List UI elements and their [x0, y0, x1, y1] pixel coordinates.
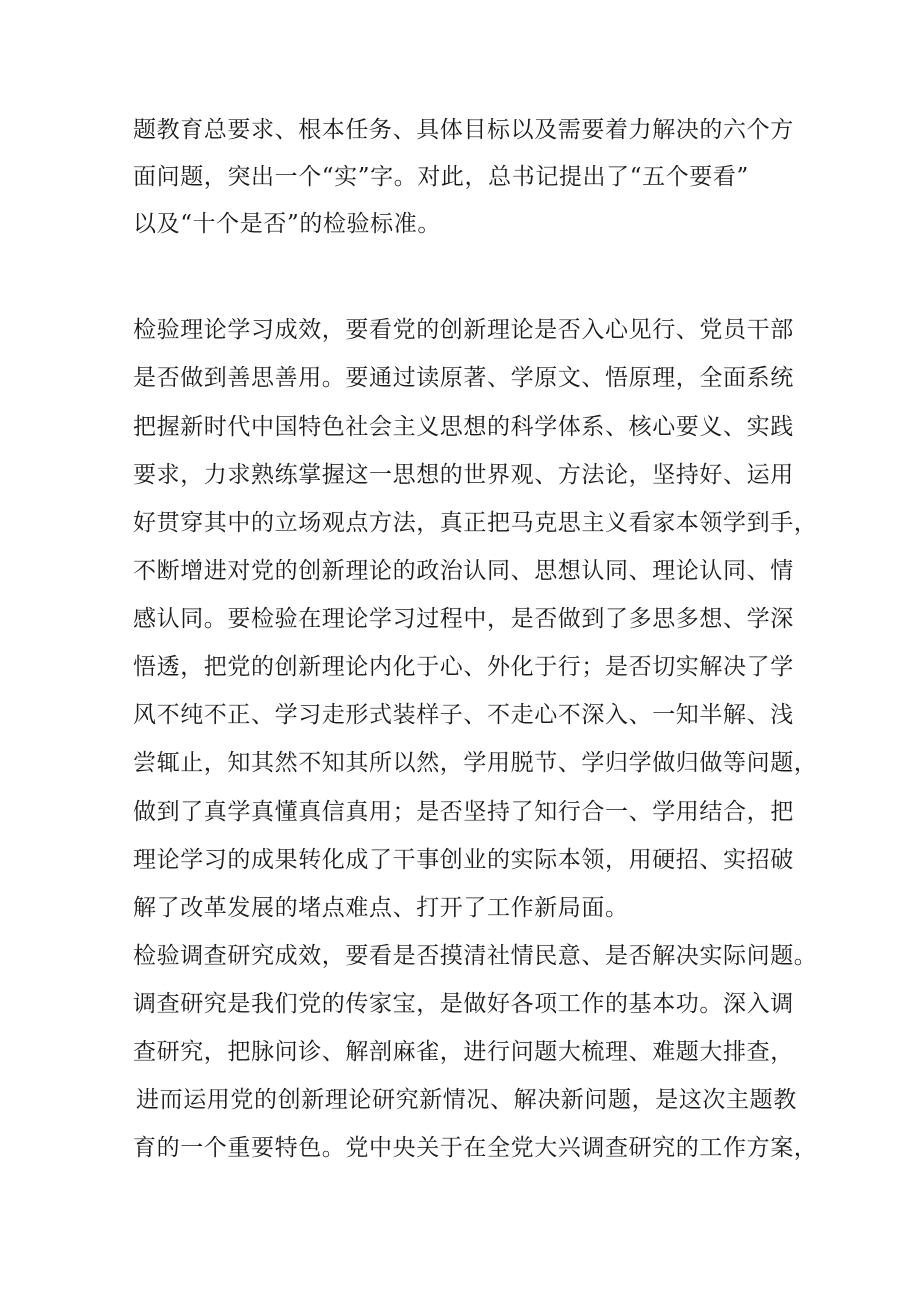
text-line: 进而运用党的创新理论研究新情况、解决新问题，是这次主题教 — [136, 1087, 797, 1113]
text-line: 调查研究是我们党的传家宝，是做好各项工作的基本功。深入调 — [133, 991, 794, 1017]
text-line: 检验调查研究成效，要看是否摸清社情民意、是否解决实际问题。 — [133, 943, 818, 969]
text-line: 检验理论学习成效，要看党的创新理论是否入心见行、党员干部 — [133, 317, 794, 343]
text-line: 育的一个重要特色。党中央关于在全党大兴调查研究的工作方案， — [133, 1135, 818, 1161]
text-line: 做到了真学真懂真信真用；是否坚持了知行合一、学用结合，把 — [133, 799, 794, 825]
text-line: 风不纯不正、学习走形式装样子、不走心不深入、一知半解、浅 — [133, 702, 794, 728]
text-line: 要求，力求熟练掌握这一思想的世界观、方法论，坚持好、运用 — [133, 462, 794, 488]
text-line: 以及“十个是否”的检验标准。 — [133, 211, 441, 237]
text-line: 感认同。要检验在理论学习过程中，是否做到了多思多想、学深 — [133, 606, 794, 632]
text-line: 是否做到善思善用。要通过读原著、学原文、悟原理，全面系统 — [133, 365, 794, 391]
text-line: 查研究，把脉问诊、解剖麻雀，进行问题大梳理、难题大排查， — [133, 1039, 794, 1065]
text-line: 理论学习的成果转化成了干事创业的实际本领，用硬招、实招破 — [133, 847, 794, 873]
text-line: 悟透，把党的创新理论内化于心、外化于行；是否切实解决了学 — [133, 654, 794, 680]
text-line: 面问题，突出一个“实”字。对此，总书记提出了“五个要看” — [133, 164, 749, 190]
text-line: 把握新时代中国特色社会主义思想的科学体系、核心要义、实践 — [133, 414, 794, 440]
text-line: 好贯穿其中的立场观点方法，真正把马克思主义看家本领学到手， — [133, 510, 818, 536]
text-line: 题教育总要求、根本任务、具体目标以及需要着力解决的六个方 — [133, 117, 794, 143]
text-line: 尝辄止，知其然不知其所以然，学用脱节、学归学做归做等问题， — [133, 750, 818, 776]
text-line: 解了改革发展的堵点难点、打开了工作新局面。 — [133, 895, 629, 921]
text-line: 不断增进对党的创新理论的政治认同、思想认同、理论认同、情 — [133, 558, 794, 584]
